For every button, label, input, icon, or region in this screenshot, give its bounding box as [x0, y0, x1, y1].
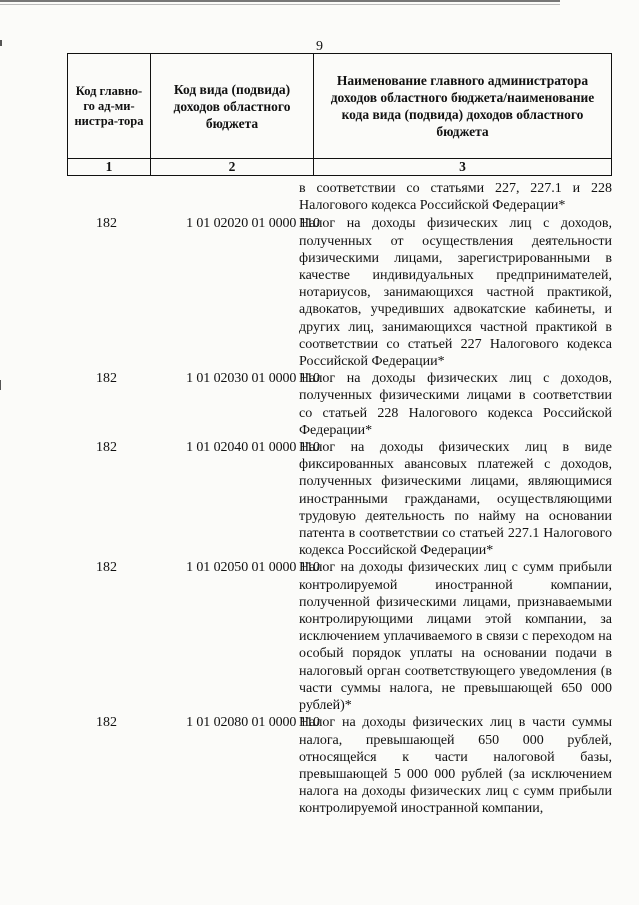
admin-code: 182 [96, 715, 117, 731]
row-description: Налог на доходы физических лиц в виде фиксированных авансовых платежей с доходов, полученных физическими лицами, являющимися иностранными гражданами, осуществляющими трудовую деятельность по найму на основании патента в соответствии со статьей 227.1 Налогового кодекса Российской Федерации* [299, 440, 612, 559]
admin-code: 182 [96, 440, 117, 456]
header-col-number-2: 2 [151, 159, 314, 176]
table-row [67, 370, 612, 439]
continuation-text: в соответствии со статьями 227, 227.1 и 228 Налогового кодекса Российской Федерации* [299, 181, 612, 214]
header-admin-code: Код главно-го ад-ми-нистра-тора [68, 54, 151, 159]
row-description: Налог на доходы физических лиц в части суммы налога, превышающей 650 000 рублей, относящейся к части налоговой базы, превышающей 5 000 000 рублей (за исключением налога на доходы физических лиц с сумм прибыли контролируемой иностранной компании, [299, 715, 612, 817]
kind-code: 1 01 02030 01 0000 110 [186, 371, 320, 387]
margin-mark [0, 380, 1, 390]
admin-code: 182 [96, 560, 117, 576]
table-row [67, 215, 612, 370]
admin-code: 182 [96, 216, 117, 232]
table-header [67, 53, 612, 176]
page-number: 9 [316, 39, 323, 54]
header-col-number-1: 1 [68, 159, 151, 176]
table-row [67, 559, 612, 714]
kind-code: 1 01 02080 01 0000 110 [186, 715, 320, 731]
row-description: Налог на доходы физических лиц с доходов, полученных от осуществления деятельности физическими лицами, зарегистрированными в качестве индивидуальных предпринимателей, нотариусов, занимающихся частной практикой, адвокатов, учредивших адвокатские кабинеты, и других лиц, занимающихся частной практикой в соответствии со статьей 227 Налогового кодекса Российской Федерации* [299, 216, 612, 370]
continuation-row [67, 180, 612, 214]
table-row [67, 439, 612, 559]
top-edge-rule [0, 0, 560, 2]
header-kind-code: Код вида (подвида) доходов областного бюджета [151, 54, 314, 159]
table-row [67, 714, 612, 817]
table-body [67, 180, 612, 818]
kind-code: 1 01 02020 01 0000 110 [186, 216, 320, 232]
kind-code: 1 01 02040 01 0000 110 [186, 440, 320, 456]
admin-code: 182 [96, 371, 117, 387]
top-edge-rule-faint [0, 4, 560, 5]
header-name: Наименование главного администратора доходов областного бюджета/наименование кода вида (подвида) доходов областного бюджета [314, 54, 612, 159]
row-description: Налог на доходы физических лиц с доходов, полученных физическими лицами в соответствии со статьей 228 Налогового кодекса Российской Федерации* [299, 371, 612, 438]
kind-code: 1 01 02050 01 0000 110 [186, 560, 320, 576]
row-description: Налог на доходы физических лиц с сумм прибыли контролируемой иностранной компании, полученной физическими лицами, признаваемыми контролирующими лицами этой компании, за исключением уплачиваемого в связи с переходом на особый порядок уплаты на основании подачи в налоговый орган соответствующего уведомления (в части суммы налога, не превышающей 650 000 рублей)* [299, 560, 612, 714]
header-col-number-3: 3 [314, 159, 612, 176]
